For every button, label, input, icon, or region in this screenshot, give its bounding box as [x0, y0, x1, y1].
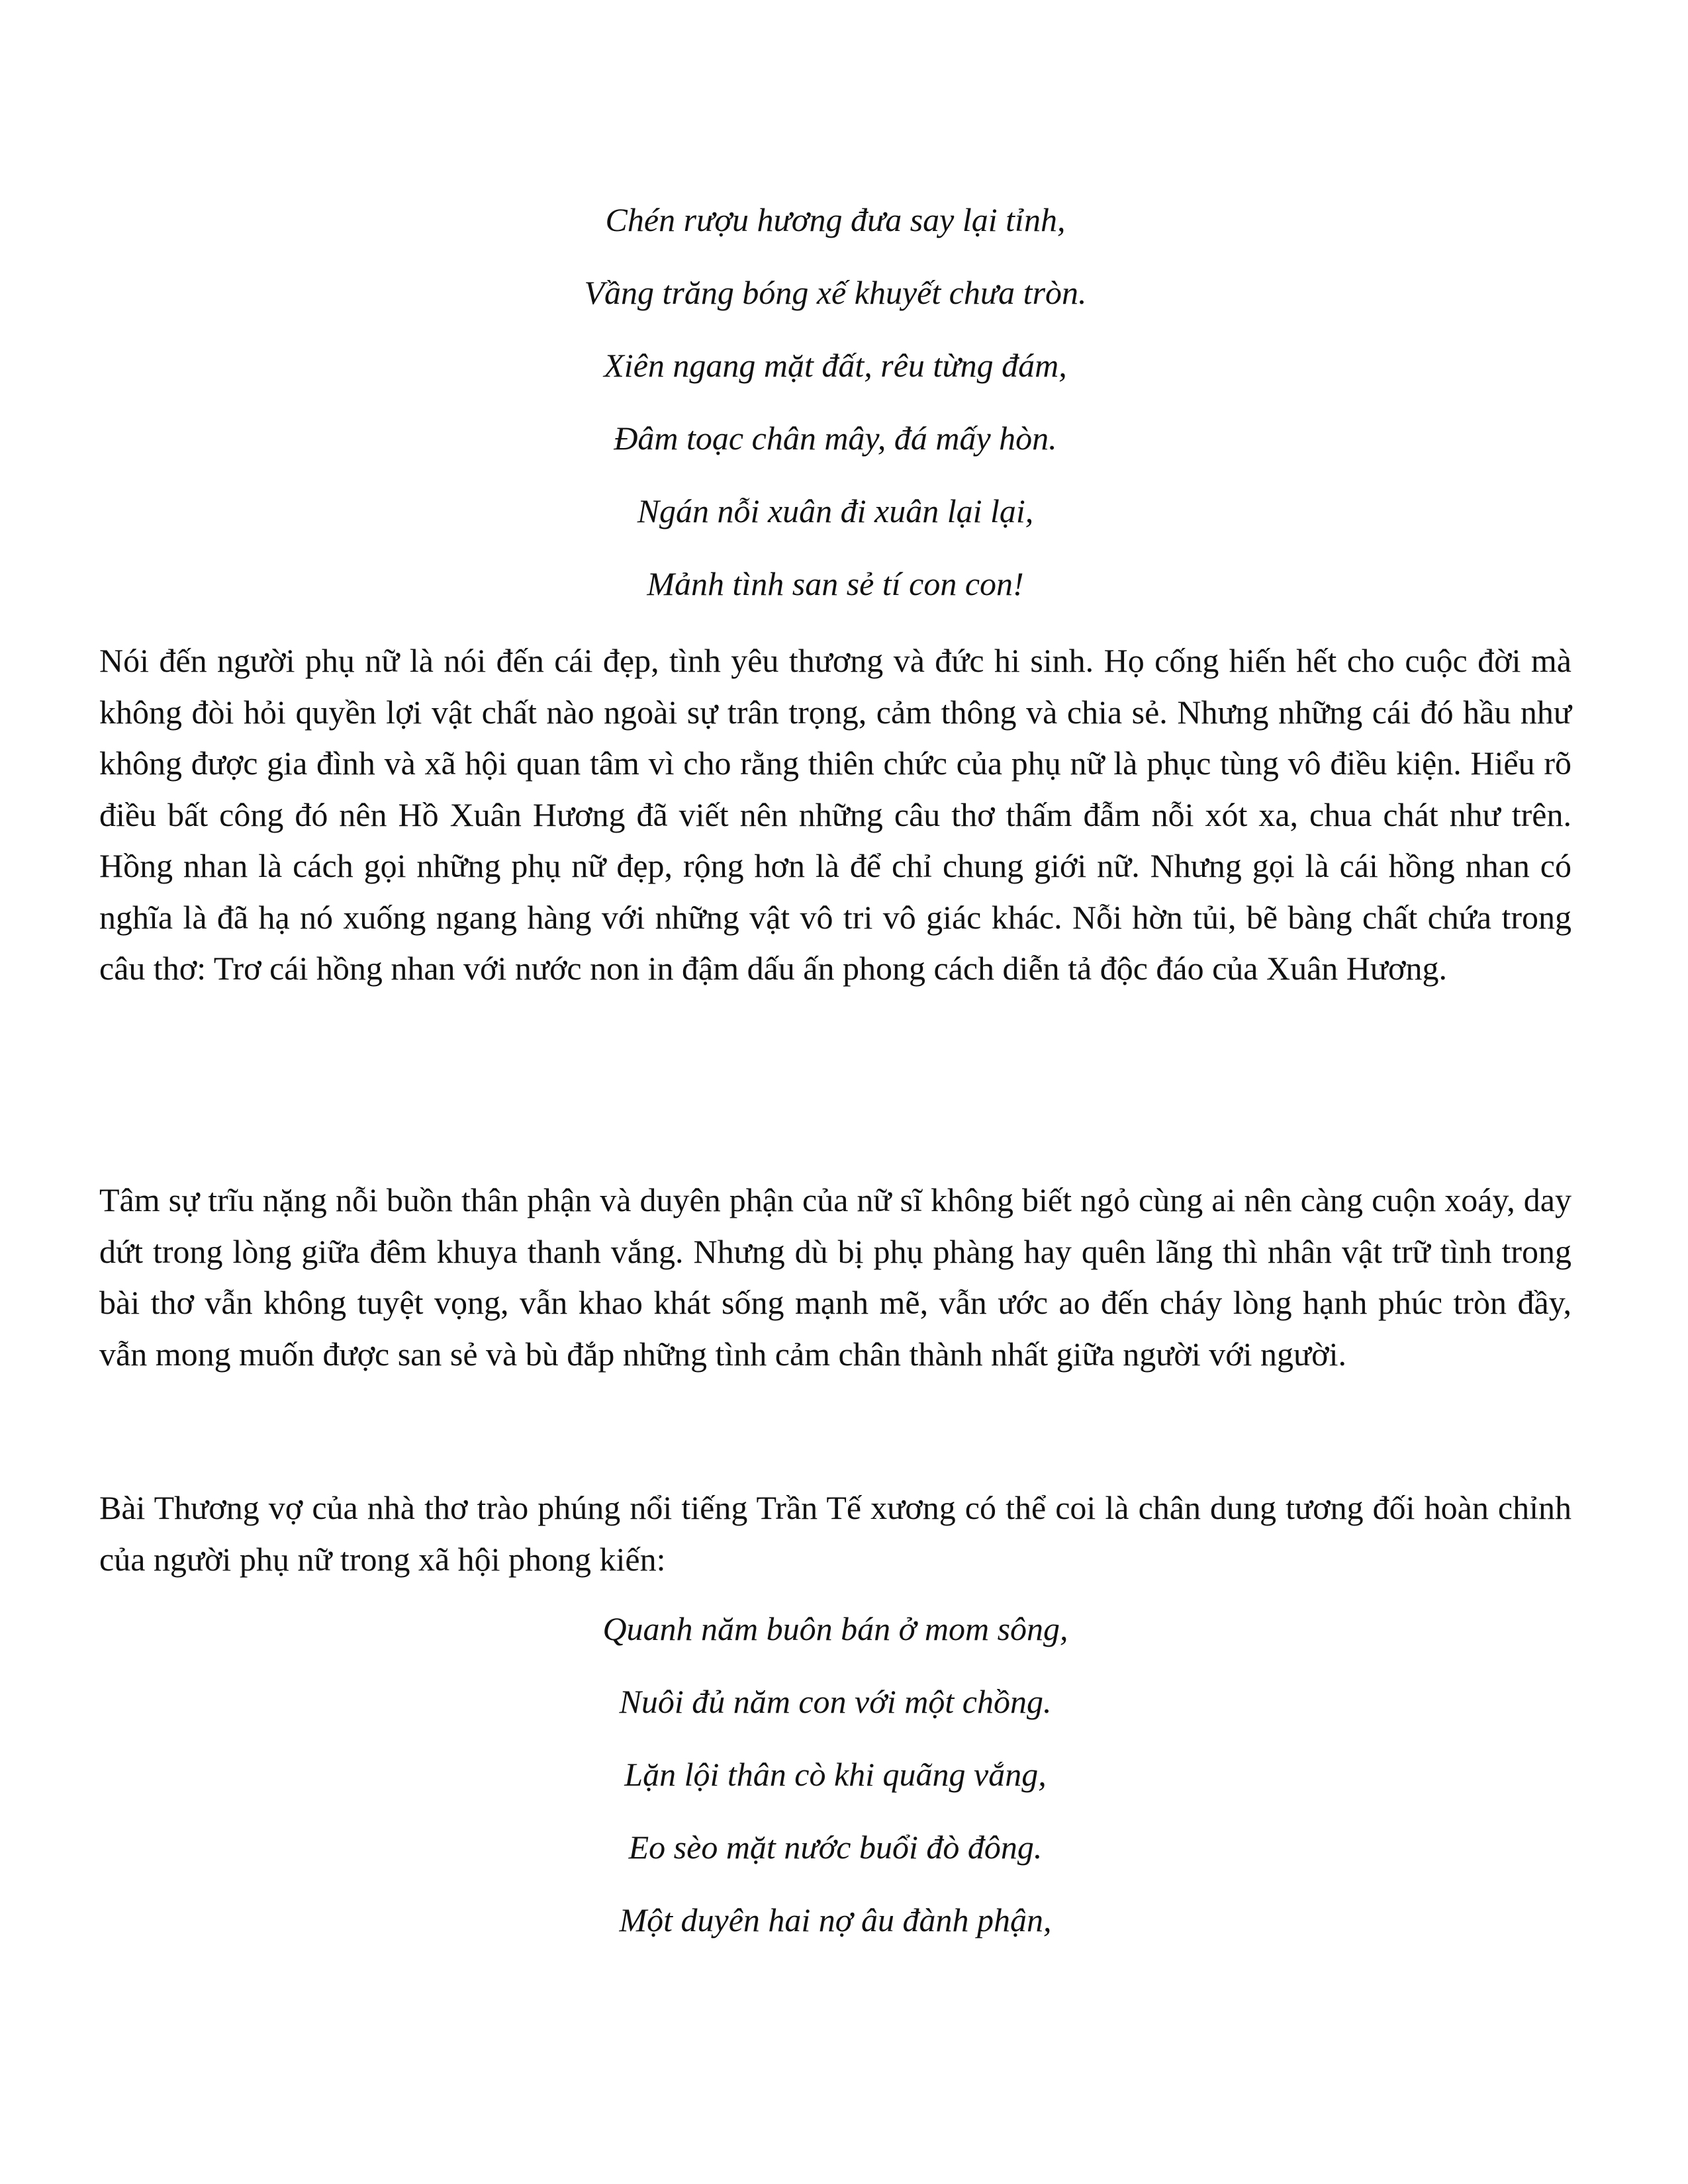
poem-ho-xuan-huong	[99, 183, 1571, 620]
poem-line: Nuôi đủ năm con với một chồng.	[619, 1683, 1052, 1720]
poem-line: Đâm toạc chân mây, đá mấy hòn.	[614, 420, 1057, 457]
paragraph-tam-su: Tâm sự trĩu nặng nỗi buồn thân phận và duyên phận của nữ sĩ không biết ngỏ cùng ai nên càng cuộn xoáy, day dứt trong lòng giữa đêm khuya thanh vắng. Nhưng dù bị phụ phàng hay quên lãng thì nhân vật trữ tình trong bài thơ vẫn không tuyệt vọng, vẫn khao khát sống mạnh mẽ, vẫn ước ao đến cháy lòng hạnh phúc tròn đầy, vẫn mong muốn được san sẻ và bù đắp những tình cảm chân thành nhất giữa người với người.	[99, 1181, 1571, 1373]
poem-line: Chén rượu hương đưa say lại tỉnh,	[605, 201, 1066, 238]
poem-thuong-vo	[99, 1592, 1571, 1956]
paragraph-hong-nhan: Nói đến người phụ nữ là nói đến cái đẹp, tình yêu thương và đức hi sinh. Họ cống hiến hết cho cuộc đời mà không đòi hỏi quyền lợi vật chất nào ngoài sự trân trọng, cảm thông và chia sẻ. Nhưng những cái đó hầu như không được gia đình và xã hội quan tâm vì cho rằng thiên chức của phụ nữ là phục tùng vô điều kiện. Hiểu rõ điều bất công đó nên Hồ Xuân Hương đã viết nên những câu thơ thấm đẫm nỗi xót xa, chua chát như trên. Hồng nhan là cách gọi những phụ nữ đẹp, rộng hơn là để chỉ chung giới nữ. Nhưng gọi là cái hồng nhan có nghĩa là đã hạ nó xuống ngang hàng với những vật vô tri vô giác khác. Nỗi hờn tủi, bẽ bàng chất chứa trong câu thơ: Trơ cái hồng nhan với nước non in đậm dấu ấn phong cách diễn tả độc đáo của Xuân Hương.	[99, 642, 1571, 987]
poem-line: Ngán nỗi xuân đi xuân lại lại,	[637, 492, 1034, 529]
poem-line: Xiên ngang mặt đất, rêu từng đám,	[604, 347, 1067, 384]
poem-line: Eo sèo mặt nước buổi đò đông.	[628, 1829, 1043, 1866]
poem-line: Mảnh tình san sẻ tí con con!	[647, 565, 1024, 602]
poem-line: Một duyên hai nợ âu đành phận,	[619, 1901, 1052, 1938]
poem-line: Vầng trăng bóng xế khuyết chưa tròn.	[584, 274, 1087, 311]
paragraph-thuong-vo-intro: Bài Thương vợ của nhà thơ trào phúng nổi tiếng Trần Tế xương có thể coi là chân dung tương đối hoàn chỉnh của người phụ nữ trong xã hội phong kiến:	[99, 1489, 1571, 1578]
poem-line: Quanh năm buôn bán ở mom sông,	[602, 1610, 1068, 1647]
poem-line: Lặn lội thân cò khi quãng vắng,	[624, 1756, 1047, 1793]
